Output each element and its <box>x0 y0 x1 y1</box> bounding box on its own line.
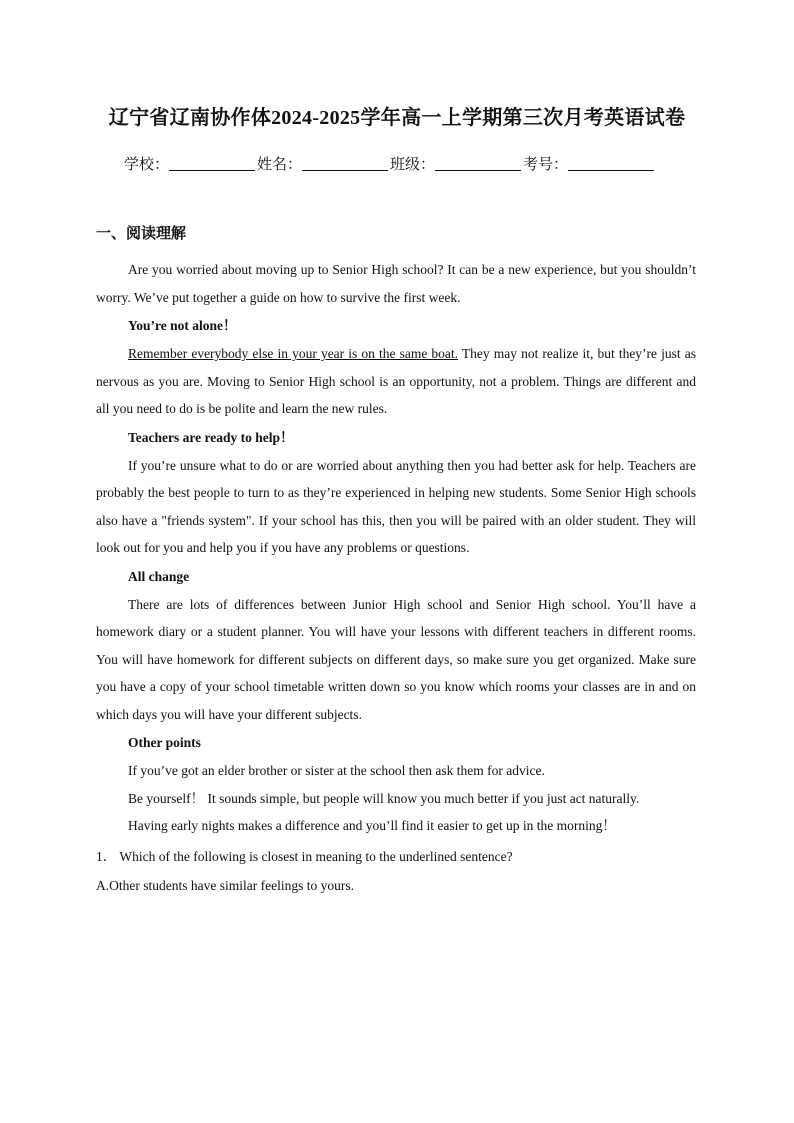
number-blank[interactable] <box>568 156 654 171</box>
exam-title: 辽宁省辽南协作体2024-2025学年高一上学期第三次月考英语试卷 <box>108 107 686 129</box>
class-blank[interactable] <box>435 156 521 171</box>
section-heading: 一、阅读理解 <box>96 226 187 242</box>
paragraph-not-alone-rest: They may not realize it, but they’re just as nervous as you are. Moving to Senior High school is an opportunity, not a problem. Things are different and all you need to do is be polite and learn the new rules. <box>96 346 696 416</box>
subheading-teachers: Teachers are ready to help！ <box>128 429 294 445</box>
paragraph-teachers: If you’re unsure what to do or are worried about anything then you had better ask for help. Teachers are probably the best people to turn to as they’re experienced in helping new students. Some Senior High schools also have a "friends system". If your school has this, then you will be paired with an older student. They will look out for you and help you if you have any problems or questions. <box>96 457 696 555</box>
reading-passage <box>96 256 696 900</box>
school-label: 学校： <box>124 157 170 173</box>
paragraph-all-change: There are lots of differences between Junior High school and Senior High school. You’ll have a homework diary or a student planner. You will have your lessons with different teachers in different rooms. You will have homework for different subjects on different days, so make sure you get organized. Make sure you have a copy of your school timetable written down so you know which rooms your classes are in and on which days you will have your different subjects. <box>96 596 696 722</box>
subheading-other-points: Other points <box>128 735 201 750</box>
passage-intro: Are you worried about moving up to Senior High school? It can be a new experience, but you shouldn’t worry. We’ve put together a guide on how to survive the first week. <box>96 262 696 305</box>
paragraph-be-yourself: Be yourself！ It sounds simple, but people will know you much better if you just act naturally. <box>128 790 640 806</box>
question-1 <box>96 842 696 871</box>
student-info-line <box>124 153 656 174</box>
class-label: 班级： <box>390 157 436 173</box>
paragraph-advice: If you’ve got an elder brother or sister at the school then ask them for advice. <box>128 763 545 778</box>
school-blank[interactable] <box>169 156 255 171</box>
name-blank[interactable] <box>302 156 388 171</box>
paragraph-not-alone <box>96 340 696 423</box>
paragraph-early-nights: Having early nights makes a difference and you’ll find it easier to get up in the morning！ <box>128 818 616 833</box>
question-1-text: Which of the following is closest in meaning to the underlined sentence? <box>116 848 513 864</box>
underlined-sentence: Remember everybody else in your year is on the same boat. <box>128 346 459 361</box>
question-1-number: 1． <box>96 848 117 864</box>
name-label: 姓名： <box>257 157 303 173</box>
question-1-option-a[interactable]: A.Other students have similar feelings to yours. <box>96 877 354 893</box>
number-label: 考号： <box>523 157 569 173</box>
subheading-all-change: All change <box>128 568 190 584</box>
subheading-not-alone: You’re not alone！ <box>128 318 237 333</box>
